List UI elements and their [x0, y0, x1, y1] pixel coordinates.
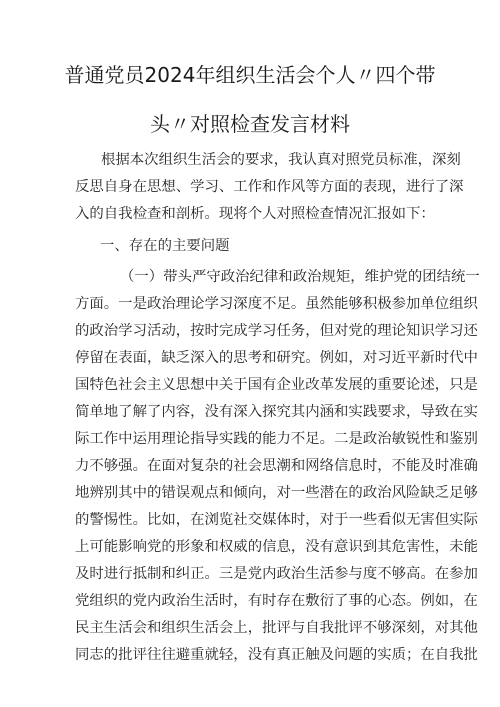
paragraph-line: 方面。一是政治理论学习深度不足。虽然能够积极参加单位组织	[75, 296, 478, 312]
paragraph-line: 的警惕性。比如，在浏览社交媒体时，对于一些看似无害但实际	[75, 512, 478, 528]
intro-line: 入的自我检查和剖析。现将个人对照检查情况汇报如下：	[75, 206, 435, 222]
paragraph-line: 的政治学习活动，按时完成学习任务，但对党的理论知识学习还	[75, 323, 478, 339]
intro-line: 反思自身在思想、学习、工作和作风等方面的表现，进行了深	[75, 179, 464, 195]
document-title-line-2: 头〃对照检查发言材料	[150, 112, 350, 136]
paragraph-line: 地辨别其中的错误观点和倾向，对一些潜在的政治风险缺乏足够	[75, 485, 478, 501]
paragraph-line: 停留在表面，缺乏深入的思考和研究。例如，对习近平新时代中	[75, 350, 478, 366]
intro-line: 根据本次组织生活会的要求，我认真对照党员标准，深刻	[101, 152, 461, 168]
paragraph-line: 力不够强。在面对复杂的社会思潮和网络信息时，不能及时准确	[75, 458, 478, 474]
paragraph-line: 简单地了解了内容，没有深入探究其内涵和实践要求，导致在实	[75, 404, 478, 420]
paragraph-line: 民主生活会和组织生活会上，批评与自我批评不够深刻，对其他	[75, 620, 478, 636]
paragraph-line: 同志的批评往往避重就轻，没有真正触及问题的实质；在自我批	[75, 647, 478, 663]
document-title-line-1: 普通党员2024年组织生活会个人〃四个带	[64, 63, 436, 87]
paragraph-line: （一）带头严守政治纪律和政治规矩，维护党的团结统一	[120, 269, 480, 285]
paragraph-line: 党组织的党内政治生活时，有时存在敷衍了事的心态。例如，在	[75, 593, 478, 609]
paragraph-line: 际工作中运用理论指导实践的能力不足。二是政治敏锐性和鉴别	[75, 431, 478, 447]
paragraph-line: 及时进行抵制和纠正。三是党内政治生活参与度不够高。在参加	[75, 566, 478, 582]
paragraph-line: 国特色社会主义思想中关于国有企业改革发展的重要论述，只是	[75, 377, 478, 393]
section-heading: 一、存在的主要问题	[100, 238, 230, 254]
paragraph-line: 上可能影响党的形象和权威的信息，没有意识到其危害性，未能	[75, 539, 478, 555]
